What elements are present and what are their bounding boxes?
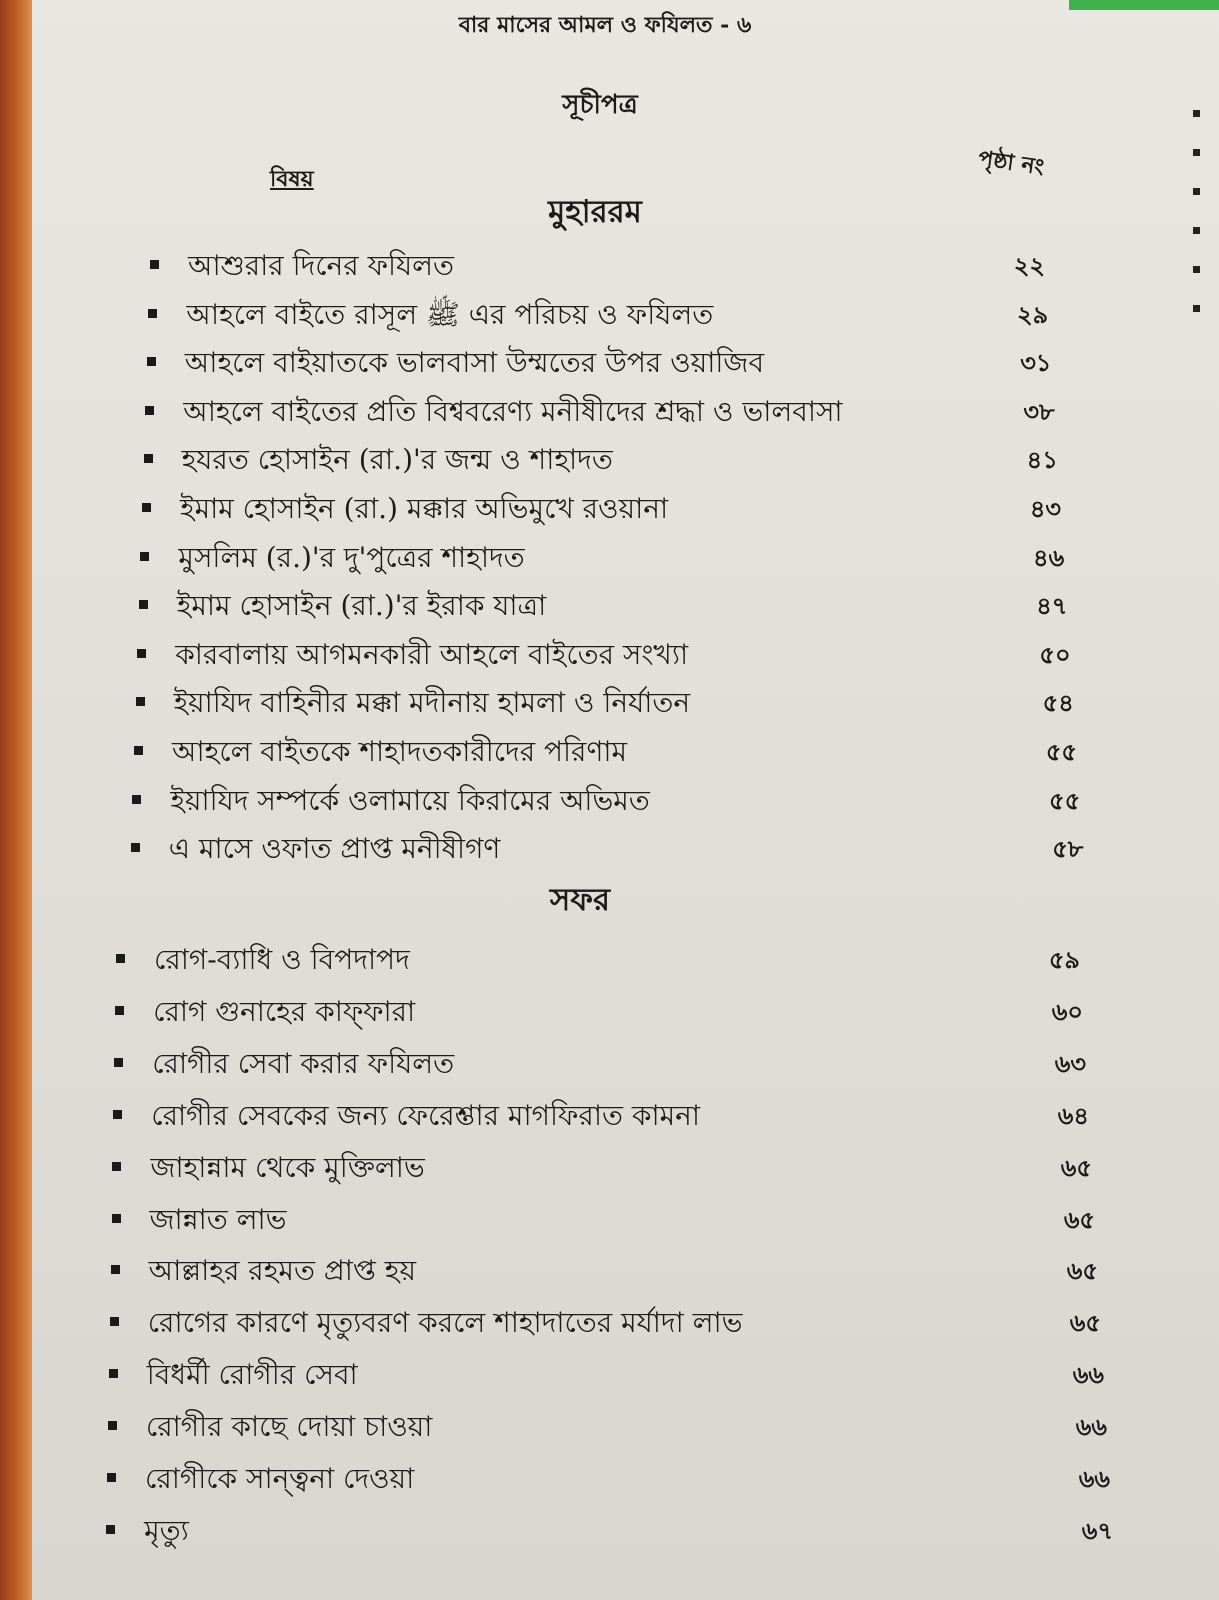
toc-entry-title: রোগের কারণে মৃত্যুবরণ করলে শাহাদাতের মর্যাদা লাভ xyxy=(147,1306,743,1340)
toc-entry xyxy=(145,392,1160,432)
toc-entry-page: ৫৯ xyxy=(1048,945,1080,974)
bullet-icon xyxy=(115,1006,124,1015)
toc-entry xyxy=(110,1303,1160,1343)
toc-entry-page: ৬৩ xyxy=(1054,1048,1086,1078)
toc-entry xyxy=(111,1251,1160,1291)
toc-entry-page: ৫৫ xyxy=(1049,785,1081,815)
toc-entry-page: ৬৭ xyxy=(1081,1515,1113,1545)
bullet-icon xyxy=(132,795,141,804)
toc-entry xyxy=(112,1148,1160,1188)
column-header-subject: বিষয় xyxy=(270,166,314,192)
toc-entry xyxy=(150,246,1160,286)
toc-entry xyxy=(131,829,1160,869)
toc-entry-title: কারবালায় আগমনকারী আহলে বাইতের সংখ্যা xyxy=(175,637,689,671)
toc-entry xyxy=(107,1459,1160,1499)
bullet-icon xyxy=(142,503,151,512)
toc-entry xyxy=(148,295,1160,335)
toc-entry xyxy=(132,781,1160,821)
toc-entry-page: ৪৭ xyxy=(1036,591,1068,621)
toc-entry-title: আশুরার দিনের ফযিলত xyxy=(188,249,455,282)
toc-entry-title: রোগীর সেবা করার ফযিলত xyxy=(152,1046,455,1080)
toc-entry-page: ৬৬ xyxy=(1075,1412,1107,1442)
toc-entry xyxy=(139,586,1160,626)
bullet-icon xyxy=(109,1369,118,1378)
toc-entry xyxy=(137,635,1160,675)
toc-entry xyxy=(108,1407,1160,1447)
toc-entry-page: ৬৬ xyxy=(1072,1360,1104,1390)
toc-entry-page: ৫৫ xyxy=(1045,737,1077,766)
toc-entry xyxy=(147,343,1160,383)
section-title-muharram: মুহাররম xyxy=(548,194,642,230)
toc-entry-page: ৪৬ xyxy=(1033,542,1065,572)
toc-entry-title: আহলে বাইতে রাসূল ﷺ এর পরিচয় ও ফযিলত xyxy=(186,297,714,331)
toc-entry xyxy=(142,489,1160,529)
running-head: বার মাসের আমল ও ফযিলত - ৬ xyxy=(458,12,752,38)
bullet-icon xyxy=(145,406,154,415)
toc-entry-title: ইমাম হোসাইন (রা.)'র ইরাক যাত্রা xyxy=(176,589,547,623)
bullet-icon xyxy=(134,746,143,755)
bullet-icon xyxy=(114,1058,123,1067)
toc-entry-title: ইয়াযিদ বাহিনীর মক্কা মদীনায় হামলা ও নির্যাতন xyxy=(173,686,691,720)
column-header-page: পৃষ্ঠা নং xyxy=(976,145,1046,181)
bullet-icon xyxy=(112,1214,121,1223)
bullet-icon xyxy=(147,357,156,366)
bullet-icon xyxy=(116,954,125,963)
bullet-icon xyxy=(136,697,145,706)
bullet-icon xyxy=(113,1110,122,1119)
toc-entry-title: মুসলিম (র.)'র দু'পুত্রের শাহাদত xyxy=(178,540,525,574)
facing-page-bullets xyxy=(1193,110,1209,344)
bullet-icon xyxy=(108,1421,117,1430)
toc-entry xyxy=(136,683,1160,723)
toc-entry xyxy=(114,1044,1160,1084)
toc-entry-title: ইমাম হোসাইন (রা.) মক্কার অভিমুখে রওয়ানা xyxy=(180,492,669,525)
toc-entry-page: ৫০ xyxy=(1039,639,1071,669)
bullet-icon xyxy=(131,843,140,852)
toc-entry-page: ২৯ xyxy=(1017,299,1049,329)
toc-entry-page: ৩১ xyxy=(1020,348,1052,378)
toc-entry xyxy=(113,1096,1160,1136)
toc-entry xyxy=(134,732,1160,772)
toc-entry xyxy=(109,1355,1160,1395)
toc-entry-page: ৫৮ xyxy=(1052,834,1084,864)
page-title: সূচীপত্র xyxy=(562,90,638,120)
toc-entry-title: আহলে বাইতকে শাহাদতকারীদের পরিণাম xyxy=(172,735,628,768)
toc-entry-page: ৩৮ xyxy=(1023,396,1055,426)
toc-entry-title: ইয়াযিদ সম্পর্কে ওলামায়ে কিরামের অভিমত xyxy=(170,783,650,817)
toc-entry-page: ৫৪ xyxy=(1042,688,1074,718)
toc-entry-page: ৬০ xyxy=(1051,996,1083,1026)
toc-entry xyxy=(112,1200,1161,1240)
toc-entry xyxy=(140,538,1160,578)
toc-entry-title: বিধর্মী রোগীর সেবা xyxy=(146,1358,358,1392)
toc-entry-page: ৬৫ xyxy=(1063,1204,1095,1234)
toc-entry-title: রোগ গুনাহের কাফ্ফারা xyxy=(153,994,416,1028)
toc-entry-title: রোগীর কাছে দোয়া চাওয়া xyxy=(145,1410,433,1444)
toc-entry-title: জান্নাত লাভ xyxy=(149,1202,287,1236)
bullet-icon xyxy=(148,309,157,318)
bullet-icon xyxy=(140,552,149,561)
bullet-icon xyxy=(110,1317,119,1326)
toc-entry xyxy=(144,440,1160,480)
toc-entry-title: মৃত্যু xyxy=(144,1513,189,1547)
toc-entry-title: আহলে বাইতের প্রতি বিশ্ববরেণ্য মনীষীদের শ্রদ্ধা ও ভালবাসা xyxy=(183,394,843,428)
toc-entry-title: আহলে বাইয়াতকে ভালবাসা উম্মতের উপর ওয়াজিব xyxy=(184,346,765,380)
toc-entry-page: ৬৪ xyxy=(1057,1100,1089,1130)
bullet-icon xyxy=(106,1525,115,1534)
bullet-icon xyxy=(150,260,159,269)
bullet-icon xyxy=(107,1473,116,1482)
toc-entry-page: ২২ xyxy=(1013,251,1045,280)
toc-entry xyxy=(106,1511,1160,1551)
toc-entry-title: হযরত হোসাইন (রা.)'র জন্ম ও শাহাদত xyxy=(181,443,613,477)
toc-entry-page: ৬৫ xyxy=(1066,1256,1098,1286)
toc-entry xyxy=(116,940,1160,980)
toc-entry-title: এ মাসে ওফাত প্রাপ্ত মনীষীগণ xyxy=(168,832,501,866)
bullet-icon xyxy=(137,649,146,658)
bullet-icon xyxy=(112,1162,121,1171)
toc-entry-page: ৬৫ xyxy=(1060,1152,1092,1182)
bullet-icon xyxy=(144,454,153,463)
toc-entry-title: রোগীর সেবকের জন্য ফেরেশ্তার মাগফিরাত কামনা xyxy=(151,1098,700,1132)
section-title-safar: সফর xyxy=(549,882,611,918)
toc-entry-title: রোগ-ব্যাধি ও বিপদাপদ xyxy=(154,943,410,976)
toc-entry-page: ৬৫ xyxy=(1069,1308,1101,1338)
toc-entry-page: ৪১ xyxy=(1026,445,1058,475)
toc-entry-page: ৪৩ xyxy=(1029,494,1061,523)
bullet-icon xyxy=(111,1265,120,1274)
toc-entry xyxy=(115,992,1160,1032)
green-tab xyxy=(1069,0,1219,10)
toc-entry-title: আল্লাহর রহমত প্রাপ্ত হয় xyxy=(148,1254,417,1288)
toc-entry-page: ৬৬ xyxy=(1078,1464,1110,1493)
toc-entry-title: রোগীকে সান্ত্বনা দেওয়া xyxy=(145,1462,415,1495)
bullet-icon xyxy=(139,600,148,609)
toc-entry-title: জাহান্নাম থেকে মুক্তিলাভ xyxy=(150,1150,425,1184)
